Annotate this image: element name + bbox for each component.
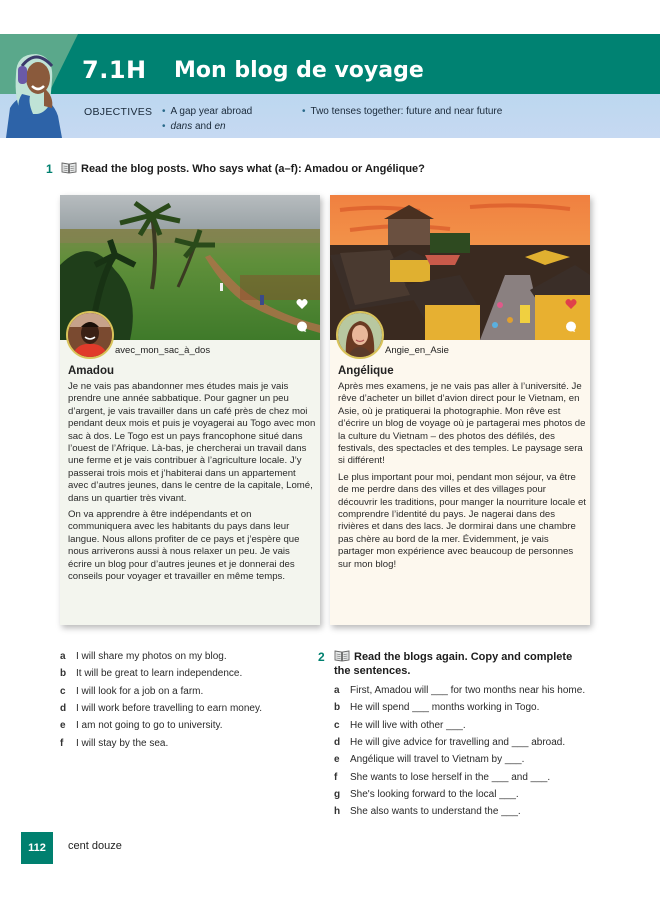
item-text: I will stay by the sea.	[76, 737, 169, 749]
item-text: She wants to lose herself in the ___ and ___.	[350, 771, 551, 783]
sentence-item	[334, 803, 585, 820]
item-text: I will share my photos on my blog.	[76, 651, 227, 663]
statements-list	[60, 648, 262, 752]
item-letter: d	[60, 703, 67, 715]
blogger-name: Amadou	[68, 365, 114, 377]
like-heart-icon[interactable]	[565, 298, 577, 310]
statement-item	[60, 648, 262, 665]
comment-bubble-icon[interactable]	[296, 321, 308, 333]
blog-post-amadou	[60, 195, 320, 625]
statement-item	[60, 700, 262, 717]
item-letter: a	[60, 651, 66, 663]
sentences-list	[334, 682, 585, 820]
headphones-student-illustration	[0, 44, 80, 138]
amadou-avatar	[66, 311, 114, 359]
item-letter: f	[334, 771, 338, 783]
blog-handle: avec_mon_sac_à_dos	[115, 345, 211, 356]
statement-item	[60, 665, 262, 682]
item-text: I will work before travelling to earn money.	[76, 703, 263, 715]
like-heart-icon[interactable]	[296, 298, 308, 310]
item-letter: e	[60, 720, 66, 732]
sentence-item	[334, 768, 585, 785]
sentence-item	[334, 786, 585, 803]
objective-two-tenses: • Two tenses together: future and near future	[302, 106, 502, 117]
item-letter: d	[334, 737, 341, 749]
item-letter: b	[60, 668, 67, 680]
page-number: 112	[21, 832, 53, 864]
angelique-avatar	[336, 311, 384, 359]
item-letter: b	[334, 702, 341, 714]
exercise-2-instruction-line1: Read the blogs again. Copy and complete	[354, 651, 573, 663]
item-letter: g	[334, 788, 341, 800]
objectives-label: OBJECTIVES	[84, 106, 153, 118]
blog-body	[338, 381, 586, 575]
objective-gap-year: • A gap year abroad	[162, 106, 252, 117]
blog-post-angelique	[330, 195, 590, 625]
item-letter: c	[60, 685, 66, 697]
sentence-item	[334, 751, 585, 768]
item-text: He will live with other ___.	[350, 719, 466, 731]
blog-handle: Angie_en_Asie	[385, 345, 449, 356]
exercise-1-number: 1	[46, 162, 53, 176]
blog-paragraph: On va apprendre à être indépendants et on communiquera avec les habitants du pays dans leur langue. Nous allons profiter de ce pays et j’espère que nous arriverons aussi à nous relaxer un peu. Je vais écrire un blog pour d’autres jeunes et je donnerai des conseils pour voyager et travailler en même temps.	[68, 509, 300, 583]
statement-item	[60, 683, 262, 700]
item-text: She also wants to understand the ___.	[350, 806, 521, 818]
item-letter: c	[334, 719, 340, 731]
objective-dans-en	[162, 121, 226, 132]
sentence-item	[334, 717, 585, 734]
blog-body	[68, 381, 316, 588]
statement-item	[60, 734, 262, 751]
objective-en-word: en	[214, 121, 226, 132]
item-letter: a	[334, 685, 340, 697]
item-text: First, Amadou will ___ for two months near his home.	[350, 685, 586, 697]
item-text: She's looking forward to the local ___.	[350, 788, 519, 800]
exercise-2-instruction-line2: the sentences.	[334, 665, 411, 677]
sentence-item	[334, 699, 585, 716]
item-letter: h	[334, 806, 341, 818]
item-text: I will look for a job on a farm.	[76, 685, 204, 697]
objective-and-word: and	[192, 121, 215, 132]
blogger-name: Angélique	[338, 365, 394, 377]
page-number-words: cent douze	[68, 840, 122, 852]
objective-dans-word: dans	[170, 121, 193, 132]
item-text: He will give advice for travelling and ___ abroad.	[350, 737, 566, 749]
unit-title: Mon blog de voyage	[174, 58, 424, 83]
reading-book-icon	[334, 650, 350, 662]
statement-item	[60, 717, 262, 734]
exercise-2-number: 2	[318, 650, 325, 664]
item-text: It will be great to learn independence.	[76, 668, 243, 680]
item-letter: f	[60, 737, 64, 749]
item-text: I am not going to go to university.	[76, 720, 223, 732]
item-letter: e	[334, 754, 340, 766]
comment-bubble-icon[interactable]	[565, 321, 577, 333]
reading-book-icon	[61, 162, 77, 174]
item-text: He will spend ___ months working in Togo.	[350, 702, 540, 714]
sentence-item	[334, 682, 585, 699]
unit-code: 7.1H	[82, 56, 147, 84]
blog-paragraph: Le plus important pour moi, pendant mon séjour, va être de me perdre dans des villes et des villages pour découvrir les traditions, pour manger la nourriture locale et comprendre l’identité du pays. Je nagerai dans des rivières et dans des lacs. Je dormirai dans une chambre pas chère au bord de la mer. Évidemment, je vais partager mon expérience avec beaucoup de personnes sur mon blog!	[338, 471, 586, 570]
exercise-1-instruction: Read the blog posts. Who says what (a–f): Amadou or Angélique?	[81, 163, 425, 175]
sentence-item	[334, 734, 585, 751]
item-text: Angélique will travel to Vietnam by ___.	[350, 754, 525, 766]
blog-paragraph: Après mes examens, je ne vais pas aller à l’université. Je rêve d’acheter un billet d’avion direct pour le Vietnam, en Asie, où je pratiquerai la photographie. Mon rêve est d’écrire un blog de voyage où je partagerai mes photos de la culture du Vietnam – des photos des défilés, des festivals, des spectacles et des temples. Le paysage sera si différent!	[338, 381, 586, 467]
blog-paragraph: Je ne vais pas abandonner mes études mais je vais prendre une année sabbatique. Pour gagner un peu d’argent, je vais travailler dans un café près de chez moi pendant deux mois et puis je voyagerai au Togo avec mon sac à dos. Le Togo est un pays francophone situé dans l’ouest de l’Afrique. Là-bas, je chercherai un travail dans une ferme et je vais contribuer à l’agriculture locale. J’y passerai trois mois et j’habiterai dans un appartement avec d’autres jeunes, dans le centre de la capitale, Lomé, dans un quartier très vivant.	[68, 381, 316, 504]
